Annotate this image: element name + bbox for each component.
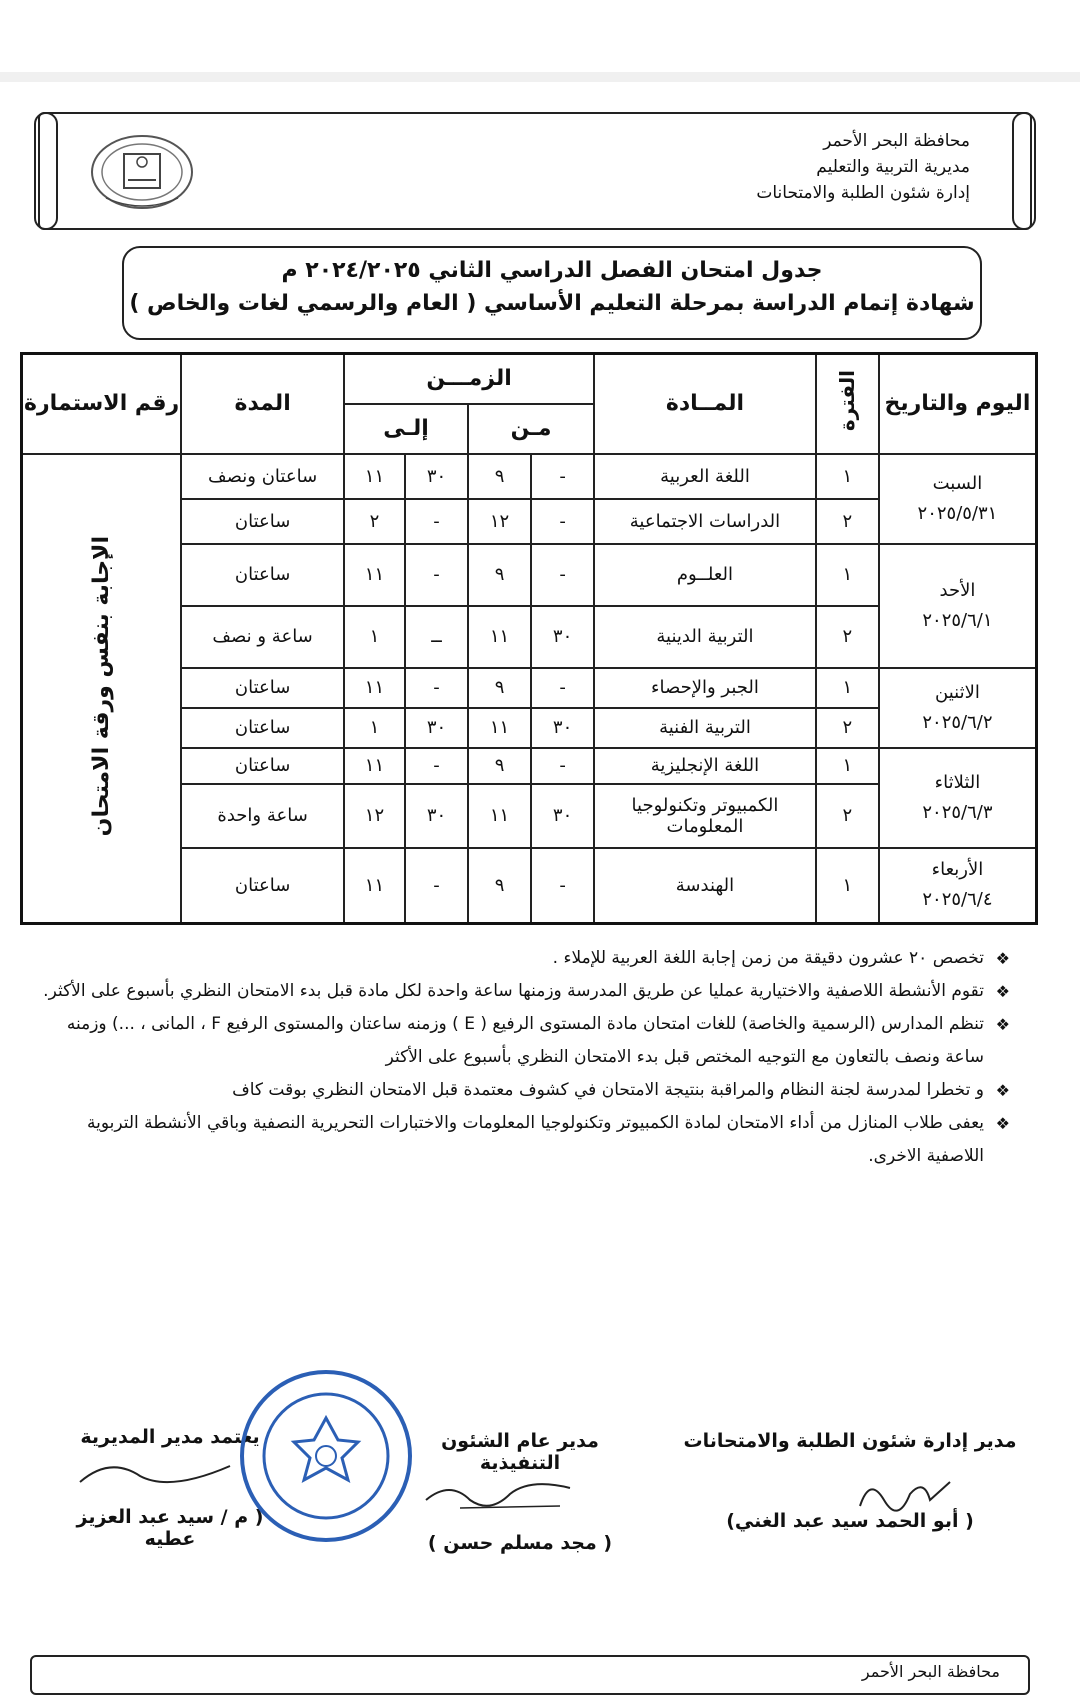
- org-line-directorate: مديرية التربية والتعليم: [816, 157, 970, 177]
- day-cell: السبت ٢٠٢٥/٥/٣١: [879, 454, 1037, 544]
- from-hr-cell: ٩: [468, 544, 531, 606]
- org-line-department: إدارة شئون الطلبة والامتحانات: [756, 183, 970, 203]
- scroll-curl-right: [1012, 112, 1036, 230]
- period-cell: ١: [816, 544, 879, 606]
- from-min-cell: -: [531, 668, 594, 708]
- day-cell: الثلاثاء ٢٠٢٥/٦/٣: [879, 748, 1037, 848]
- period-cell: ١: [816, 668, 879, 708]
- period-cell: ٢: [816, 708, 879, 748]
- bullet-icon: ❖: [995, 982, 1010, 1001]
- org-line-governorate: محافظة البحر الأحمر: [823, 131, 970, 151]
- scroll-curl-left: [34, 112, 58, 230]
- period-cell: ١: [816, 454, 879, 499]
- next-page-org-line: محافظة البحر الأحمر: [861, 1662, 1000, 1681]
- signature-block-students-affairs: مدير إدارة شئون الطلبة والامتحانات ( أبو الحمد سيد عبد الغني): [683, 1430, 1017, 1532]
- duration-cell: ساعتان: [181, 544, 344, 606]
- bullet-icon: ❖: [995, 1015, 1010, 1034]
- subject-cell: التربية الدينية: [594, 606, 816, 668]
- to-hr-cell: ١٢: [344, 784, 405, 848]
- from-hr-cell: ٩: [468, 668, 531, 708]
- to-min-cell: -: [405, 499, 468, 544]
- top-margin: [0, 0, 1080, 72]
- subject-cell: الكمبيوتر وتكنولوجيا المعلومات: [594, 784, 816, 848]
- to-hr-cell: ١١: [344, 668, 405, 708]
- day-cell: الاثنين ٢٠٢٥/٦/٢: [879, 668, 1037, 748]
- handwritten-signature-icon: [420, 1470, 580, 1516]
- form-note-cell: الإجابة بنفس ورقة الامتحان: [22, 454, 182, 924]
- to-min-cell: ٣٠: [405, 708, 468, 748]
- to-min-cell: -: [405, 848, 468, 924]
- from-min-cell: -: [531, 499, 594, 544]
- from-min-cell: -: [531, 748, 594, 784]
- header-period: الفترة: [816, 354, 879, 454]
- from-hr-cell: ٩: [468, 748, 531, 784]
- exam-schedule-table: [20, 352, 1038, 925]
- from-min-cell: -: [531, 454, 594, 499]
- list-item: ❖ تخصص ٢٠ عشرون دقيقة من زمن إجابة اللغة العربية للإملاء .: [40, 942, 1010, 975]
- table-row: [22, 454, 1037, 499]
- period-cell: ٢: [816, 499, 879, 544]
- subject-cell: التربية الفنية: [594, 708, 816, 748]
- header-time: الزمـــن: [344, 354, 594, 404]
- period-cell: ٢: [816, 784, 879, 848]
- to-hr-cell: ١١: [344, 848, 405, 924]
- subject-cell: الدراسات الاجتماعية: [594, 499, 816, 544]
- to-hr-cell: ١١: [344, 748, 405, 784]
- period-cell: ١: [816, 748, 879, 784]
- org-lines: [756, 128, 970, 206]
- title-line-2: شهادة إتمام الدراسة بمرحلة التعليم الأساسي ( العام والرسمي لغات والخاص ): [129, 291, 975, 316]
- to-hr-cell: ١: [344, 606, 405, 668]
- title-box: [122, 246, 982, 340]
- subject-cell: الجبر والإحصاء: [594, 668, 816, 708]
- list-item: ❖ تنظم المدارس (الرسمية والخاصة) للغات امتحان مادة المستوى الرفيع ( E ) وزمنه ساعتان والمستوى الرفيع F ، المانى ، ...) وزمنه ساعة ونصف بالتعاون مع التوجيه المختص قبل بدء الامتحان النظري بأسبوع على الأكثر: [40, 1008, 1010, 1074]
- from-hr-cell: ١١: [468, 606, 531, 668]
- from-min-cell: ٣٠: [531, 606, 594, 668]
- to-hr-cell: ١: [344, 708, 405, 748]
- signature-block-director: يعتمد مدير المديرية ( م / سيد عبد العزيز عطيه: [76, 1426, 264, 1550]
- to-min-cell: ٣٠: [405, 784, 468, 848]
- header-duration: المدة: [181, 354, 344, 454]
- header-from: مـن: [468, 404, 594, 454]
- header-scroll: [38, 112, 1032, 230]
- bullet-icon: ❖: [995, 949, 1010, 968]
- title-line-1: جدول امتحان الفصل الدراسي الثاني ٢٠٢٤/٢٠٢٥ م: [281, 258, 823, 283]
- bullet-icon: ❖: [995, 1081, 1010, 1100]
- to-min-cell: -: [405, 668, 468, 708]
- to-min-cell: ــ: [405, 606, 468, 668]
- subject-cell: الهندسة: [594, 848, 816, 924]
- from-min-cell: -: [531, 544, 594, 606]
- paper-edge: [0, 72, 1080, 82]
- from-hr-cell: ١٢: [468, 499, 531, 544]
- list-item: ❖ يعفى طلاب المنازل من أداء الامتحان لمادة الكمبيوتر وتكنولوجيا المعلومات والاختبارات التحريرية النصفية وباقي الأنشطة التربوية اللاصفية الاخرى.: [40, 1107, 1010, 1173]
- to-min-cell: -: [405, 748, 468, 784]
- from-min-cell: -: [531, 848, 594, 924]
- period-cell: ٢: [816, 606, 879, 668]
- from-hr-cell: ١١: [468, 708, 531, 748]
- list-item: ❖ تقوم الأنشطة اللاصفية والاختيارية عمليا عن طريق المدرسة وزمنها ساعة واحدة لكل مادة قبل بدء الامتحان النظري بأسبوع على الأكثر.: [40, 975, 1010, 1008]
- subject-cell: العلــوم: [594, 544, 816, 606]
- from-min-cell: ٣٠: [531, 784, 594, 848]
- to-hr-cell: ١١: [344, 454, 405, 499]
- duration-cell: ساعة و نصف: [181, 606, 344, 668]
- notes-list: [40, 942, 1010, 1173]
- header-subject: المــادة: [594, 354, 816, 454]
- list-item: ❖ و تخطرا لمدرسة لجنة النظام والمراقبة بنتيجة الامتحان في كشوف معتمدة قبل الامتحان النظري بوقت كاف: [40, 1074, 1010, 1107]
- header-to: إلـى: [344, 404, 468, 454]
- signature-block-executive: مدير عام الشئون التنفيذية ( مجد مسلم حسن ): [427, 1430, 613, 1554]
- subject-cell: اللغة العربية: [594, 454, 816, 499]
- duration-cell: ساعتان: [181, 668, 344, 708]
- from-min-cell: ٣٠: [531, 708, 594, 748]
- from-hr-cell: ٩: [468, 454, 531, 499]
- period-cell: ١: [816, 848, 879, 924]
- handwritten-signature-icon: [850, 1470, 960, 1516]
- to-hr-cell: ١١: [344, 544, 405, 606]
- day-cell: الأربعاء ٢٠٢٥/٦/٤: [879, 848, 1037, 924]
- day-cell: الأحد ٢٠٢٥/٦/١: [879, 544, 1037, 668]
- from-hr-cell: ١١: [468, 784, 531, 848]
- to-min-cell: -: [405, 544, 468, 606]
- directorate-logo-icon: [86, 132, 198, 216]
- handwritten-signature-icon: [70, 1452, 240, 1498]
- header-form-no: رقم الاستمارة: [22, 354, 182, 454]
- duration-cell: ساعة واحدة: [181, 784, 344, 848]
- to-hr-cell: ٢: [344, 499, 405, 544]
- duration-cell: ساعتان: [181, 748, 344, 784]
- duration-cell: ساعتان: [181, 499, 344, 544]
- bullet-icon: ❖: [995, 1114, 1010, 1133]
- to-min-cell: ٣٠: [405, 454, 468, 499]
- from-hr-cell: ٩: [468, 848, 531, 924]
- duration-cell: ساعتان: [181, 848, 344, 924]
- subject-cell: اللغة الإنجليزية: [594, 748, 816, 784]
- duration-cell: ساعتان ونصف: [181, 454, 344, 499]
- duration-cell: ساعتان: [181, 708, 344, 748]
- header-day-date: اليوم والتاريخ: [879, 354, 1037, 454]
- official-stamp-icon: [238, 1368, 414, 1544]
